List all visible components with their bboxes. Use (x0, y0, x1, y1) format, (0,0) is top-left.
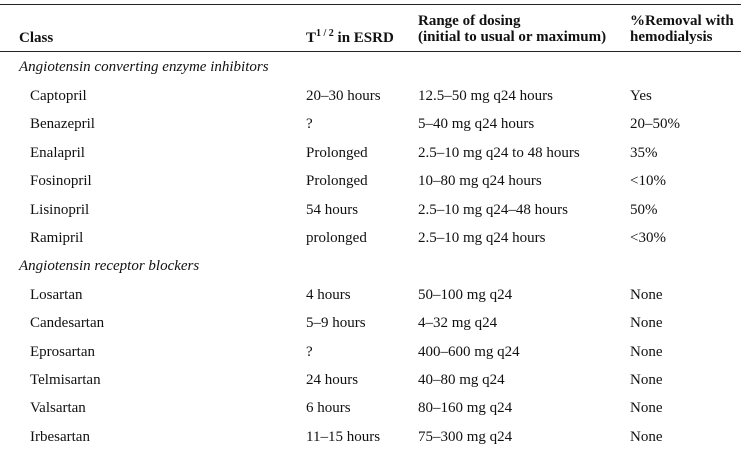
removal-percent: 20–50% (630, 116, 680, 132)
half-life: 5–9 hours (306, 315, 366, 331)
half-life: 11–15 hours (306, 429, 381, 445)
header-half-life (306, 30, 394, 46)
drug-name: Losartan (30, 287, 83, 303)
half-life: 54 hours (306, 202, 359, 218)
dosing-range: 400–600 mg q24 (418, 344, 520, 360)
removal-percent: 50% (630, 202, 658, 218)
header-dosing-line2: (initial to usual or maximum) (418, 29, 607, 45)
dosing-range: 50–100 mg q24 (418, 287, 513, 303)
table-header-rule (0, 51, 741, 52)
half-life: prolonged (306, 230, 367, 246)
table-row (0, 368, 741, 392)
header-half-life-t: T (306, 30, 317, 46)
half-life: ? (306, 116, 313, 132)
table-row (0, 169, 741, 193)
removal-percent: None (630, 344, 663, 360)
dosing-range: 2.5–10 mg q24–48 hours (418, 202, 568, 218)
drug-name: Candesartan (30, 315, 105, 331)
dosing-range: 75–300 mg q24 (418, 429, 513, 445)
header-removal-line2: hemodialysis (630, 29, 713, 45)
removal-percent: None (630, 400, 663, 416)
removal-percent: None (630, 429, 663, 445)
header-half-life-rest: in ESRD (333, 30, 394, 46)
removal-percent: <30% (630, 230, 666, 246)
drug-name: Fosinopril (30, 173, 92, 189)
removal-percent: None (630, 372, 663, 388)
header-class (19, 30, 53, 46)
header-dosing (418, 13, 606, 45)
dosing-range: 40–80 mg q24 (418, 372, 505, 388)
drug-name: Captopril (30, 88, 87, 104)
half-life: ? (306, 344, 313, 360)
removal-percent: <10% (630, 173, 666, 189)
drug-name: Benazepril (30, 116, 95, 132)
header-removal-line1: %Removal with (630, 13, 734, 29)
table-row (0, 425, 741, 449)
table-row (0, 226, 741, 250)
table-top-rule (0, 4, 741, 5)
table-row (0, 112, 741, 136)
dosing-range: 4–32 mg q24 (418, 315, 498, 331)
dosing-range: 10–80 mg q24 hours (418, 173, 542, 189)
drug-name: Telmisartan (30, 372, 101, 388)
section-title-receptor-blockers: Angiotensin receptor blockers (19, 258, 200, 274)
table-row (0, 283, 741, 307)
drug-name: Eprosartan (30, 344, 95, 360)
dosing-range: 5–40 mg q24 hours (418, 116, 535, 132)
header-class-label: Class (19, 30, 54, 46)
half-life: Prolonged (306, 145, 368, 161)
dosing-range: 2.5–10 mg q24 to 48 hours (418, 145, 580, 161)
table-row (0, 198, 741, 222)
header-removal (630, 13, 734, 45)
table-row (0, 396, 741, 420)
dosing-range: 80–160 mg q24 (418, 400, 513, 416)
header-half-life-sup: 1 / 2 (316, 28, 334, 39)
half-life: Prolonged (306, 173, 368, 189)
removal-percent: None (630, 287, 663, 303)
header-dosing-line1: Range of dosing (418, 13, 521, 29)
section-title-ace-inhibitors: Angiotensin converting enzyme inhibitors (19, 59, 269, 75)
drug-name: Irbesartan (30, 429, 90, 445)
dosing-range: 2.5–10 mg q24 hours (418, 230, 546, 246)
removal-percent: 35% (630, 145, 658, 161)
removal-percent: Yes (630, 88, 652, 104)
drug-name: Lisinopril (30, 202, 90, 218)
half-life: 20–30 hours (306, 88, 381, 104)
table-row (0, 141, 741, 165)
half-life: 4 hours (306, 287, 351, 303)
drug-name: Valsartan (30, 400, 86, 416)
dosing-range: 12.5–50 mg q24 hours (418, 88, 553, 104)
half-life: 6 hours (306, 400, 351, 416)
removal-percent: None (630, 315, 663, 331)
drug-name: Ramipril (30, 230, 84, 246)
table-row (0, 340, 741, 364)
table-row (0, 84, 741, 108)
table-row (0, 311, 741, 335)
drug-name: Enalapril (30, 145, 85, 161)
half-life: 24 hours (306, 372, 359, 388)
